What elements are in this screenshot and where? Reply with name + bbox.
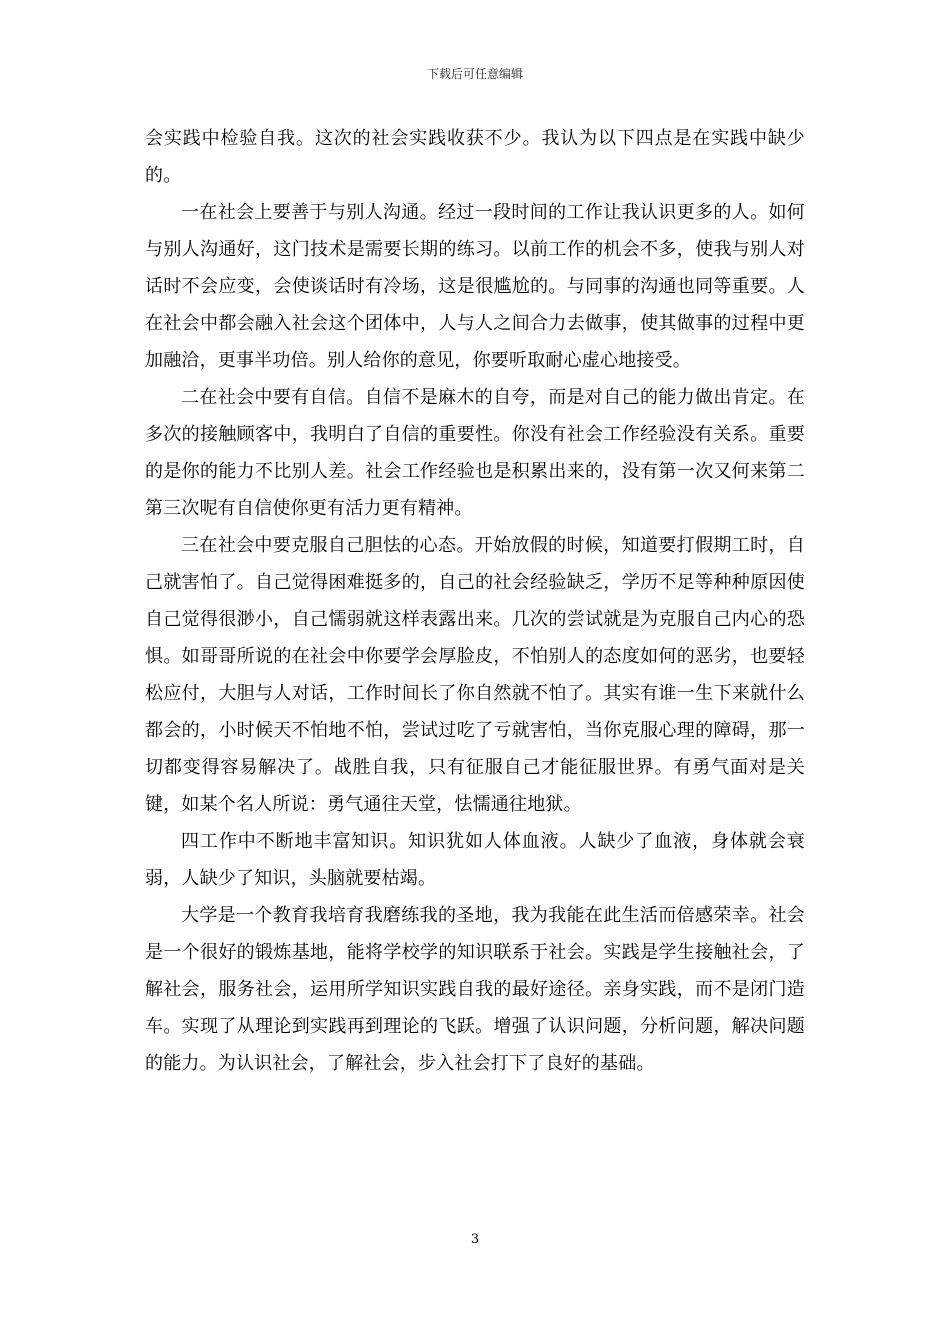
paragraph-point-one: 一在社会上要善于与别人沟通。经过一段时间的工作让我认识更多的人。如何与别人沟通好，这门技术是需要长期的练习。以前工作的机会不多，使我与别人对话时不会应变，会使谈话时有冷场，这是很尴尬的。与同事的沟通也同等重要。人在社会中都会融入社会这个团体中，人与人之间合力去做事，使其做事的过程中更加融洽，更事半功倍。别人给你的意见，你要听取耐心虚心地接受。 bbox=[145, 202, 805, 371]
page-header: 下载后可任意编辑 bbox=[426, 67, 523, 81]
paragraph-point-two: 二在社会中要有自信。自信不是麻木的自夸，而是对自己的能力做出肯定。在多次的接触顾客中，我明白了自信的重要性。你没有社会工作经验没有关系。重要的是你的能力不比别人差。社会工作经验也是积累出来的，没有第一次又何来第二第三次呢有自信使你更有活力更有精神。 bbox=[145, 387, 805, 519]
paragraph-point-three: 三在社会中要克服自己胆怯的心态。开始放假的时候，知道要打假期工时，自己就害怕了。自己觉得困难挺多的，自己的社会经验缺乏，学历不足等种种原因使自己觉得很渺小，自己懦弱就这样表露出来。几次的尝试就是为克服自己内心的恐惧。如哥哥所说的在社会中你要学会厚脸皮，不怕别人的态度如何的恶劣，也要轻松应付，大胆与人对话，工作时间长了你自然就不怕了。其实有谁一生下来就什么都会的，小时候天不怕地不怕，尝试过吃了亏就害怕，当你克服心理的障碍，那一切都变得容易解决了。战胜自我，只有征服自己才能征服世界。有勇气面对是关键，如某个名人所说：勇气通往天堂，怯懦通往地狱。 bbox=[145, 535, 805, 815]
paragraph-point-four: 四工作中不断地丰富知识。知识犹如人体血液。人缺少了血液，身体就会衰弱，人缺少了知识，头脑就要枯竭。 bbox=[145, 831, 805, 889]
document-body bbox=[145, 120, 805, 1082]
paragraph-conclusion: 大学是一个教育我培育我磨练我的圣地，我为我能在此生活而倍感荣幸。社会是一个很好的锻炼基地，能将学校学的知识联系于社会。实践是学生接触社会，了解社会，服务社会，运用所学知识实践自我的最好途径。亲身实践，而不是闭门造车。实现了从理论到实践再到理论的飞跃。增强了认识问题，分析问题，解决问题的能力。为认识社会，了解社会，步入社会打下了良好的基础。 bbox=[145, 905, 805, 1074]
paragraph-continuation: 会实践中检验自我。这次的社会实践收获不少。我认为以下四点是在实践中缺少的。 bbox=[145, 128, 805, 186]
page-number: 3 bbox=[470, 1232, 480, 1247]
